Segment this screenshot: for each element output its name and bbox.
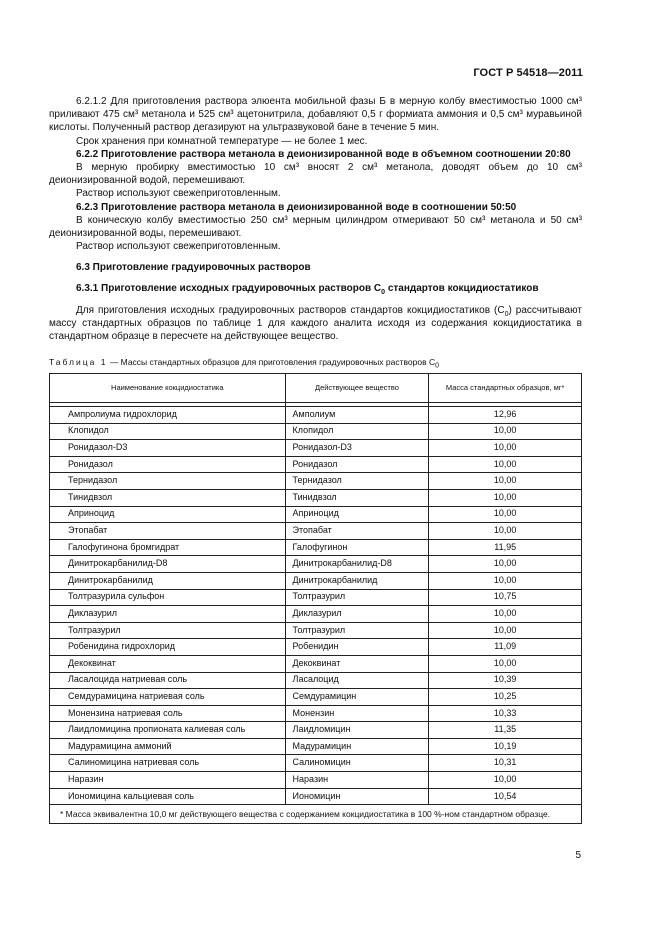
cell-name: Декоквинат: [50, 655, 286, 672]
cell-name: Этопабат: [50, 523, 286, 540]
cell-mass: 11,09: [429, 639, 582, 656]
table-row: [50, 788, 582, 805]
table-footnote: * Масса эквивалентна 10,0 мг действующего вещества с содержанием кокцидиостатика в 100 %-ном стандартном образце.: [50, 805, 582, 824]
cell-substance: Толтразурил: [285, 589, 429, 606]
table-caption: Таблица 1 — Массы стандартных образцов для приготовления градуировочных растворов $C_0$: [49, 357, 440, 370]
cell-mass: 10,00: [429, 440, 582, 457]
cell-substance: Иономицин: [285, 788, 429, 805]
table-row: [50, 738, 582, 755]
cell-name: Салиномицина натриевая соль: [50, 755, 286, 772]
cell-mass: 10,54: [429, 788, 582, 805]
body-text: [49, 95, 582, 343]
cell-substance: Галофугинон: [285, 539, 429, 556]
cell-mass: 11,95: [429, 539, 582, 556]
heading-6-2-3: 6.2.3 Приготовление раствора метанола в деионизированной воде в соотношении 50:50: [76, 201, 517, 213]
cell-name: Робенидина гидрохлорид: [50, 639, 286, 656]
cell-mass: 10,00: [429, 556, 582, 573]
table-row: [50, 622, 582, 639]
cell-mass: 10,31: [429, 755, 582, 772]
cell-mass: 10,00: [429, 572, 582, 589]
cell-name: Наразин: [50, 772, 286, 789]
cell-mass: 11,35: [429, 722, 582, 739]
cell-mass: 10,00: [429, 523, 582, 540]
cell-substance: Динитрокарбанилид: [285, 572, 429, 589]
paragraph-fresh-2: Раствор используют свежеприготовленным.: [76, 241, 281, 253]
cell-name: Диклазурил: [50, 606, 286, 623]
heading-6-3: 6.3 Приготовление градуировочных растворов: [76, 262, 311, 274]
cell-substance: Априноцид: [285, 506, 429, 523]
table-row: [50, 423, 582, 440]
table-1-reference-masses: [49, 373, 582, 824]
cell-mass: 12,96: [429, 407, 582, 424]
paragraph-6-2-1-2: 6.2.1.2 Для приготовления раствора элюента мобильной фазы Б в мерную колбу вместимостью 1000 см³ приливают 475 см³ метанола и 525 см³ ацетонитрила, добавляют 0,5 г формиата аммония и 0,5 см³ муравьиной кислоты. Полученный раствор дегазируют на ультразвуковой бане в течение 5 мин.: [49, 96, 582, 134]
cell-name: Галофугинона бромгидрат: [50, 539, 286, 556]
cell-name: Монензина натриевая соль: [50, 705, 286, 722]
table-row: [50, 489, 582, 506]
table-row: [50, 689, 582, 706]
cell-substance: Динитрокарбанилид-D8: [285, 556, 429, 573]
cell-substance: Мадурамицин: [285, 738, 429, 755]
cell-substance: Семдурамицин: [285, 689, 429, 706]
table-row: [50, 556, 582, 573]
table-row: [50, 639, 582, 656]
cell-mass: 10,00: [429, 423, 582, 440]
cell-name: Априноцид: [50, 506, 286, 523]
cell-mass: 10,00: [429, 622, 582, 639]
table-row: [50, 672, 582, 689]
cell-name: Клопидол: [50, 423, 286, 440]
cell-name: Динитрокарбанилид: [50, 572, 286, 589]
table-row: [50, 539, 582, 556]
cell-mass: 10,00: [429, 489, 582, 506]
cell-substance: Диклазурил: [285, 606, 429, 623]
cell-substance: Тинидвзол: [285, 489, 429, 506]
cell-name: Иономицина кальциевая соль: [50, 788, 286, 805]
paragraph-storage: Срок хранения при комнатной температуре — не более 1 мес.: [76, 135, 368, 147]
cell-substance: Ласалоцид: [285, 672, 429, 689]
cell-name: Толтразурил: [50, 622, 286, 639]
table-row: [50, 705, 582, 722]
cell-mass: 10,00: [429, 456, 582, 473]
table-row: [50, 440, 582, 457]
cell-substance: Этопабат: [285, 523, 429, 540]
cell-mass: 10,33: [429, 705, 582, 722]
cell-mass: 10,25: [429, 689, 582, 706]
column-header-mass: Масса стандартных образцов, мг*: [429, 374, 582, 403]
cell-name: Ампролиума гидрохлорид: [50, 407, 286, 424]
cell-mass: 10,00: [429, 772, 582, 789]
table-row: [50, 473, 582, 490]
cell-substance: Робенидин: [285, 639, 429, 656]
table-row: [50, 755, 582, 772]
document-header: ГОСТ Р 54518—2011: [473, 67, 583, 79]
cell-substance: Амполиум: [285, 407, 429, 424]
table-row: [50, 589, 582, 606]
cell-name: Лаидломицина пропионата калиевая соль: [50, 722, 286, 739]
table-row: [50, 572, 582, 589]
cell-substance: Салиномицин: [285, 755, 429, 772]
cell-mass: 10,19: [429, 738, 582, 755]
cell-mass: 10,00: [429, 655, 582, 672]
table-row: [50, 655, 582, 672]
cell-name: Тернидазол: [50, 473, 286, 490]
page-number: 5: [575, 850, 581, 861]
cell-mass: 10,39: [429, 672, 582, 689]
cell-name: Ронидазол: [50, 456, 286, 473]
cell-name: Мадурамицина аммоний: [50, 738, 286, 755]
table-row: [50, 606, 582, 623]
paragraph-6-3-1-text: Для приготовления исходных градуировочных растворов стандартов кокцидиостатиков $(C_0)$ рассчитывают массу стандартных образцов по таблице 1 для каждого аналита исходя из содержания кокцидиостатика в стандартном образце в пересчете на действующее вещество.: [49, 304, 582, 342]
cell-substance: Лаидломицин: [285, 722, 429, 739]
cell-mass: 10,00: [429, 506, 582, 523]
table-row: [50, 407, 582, 424]
table-row: [50, 523, 582, 540]
cell-substance: Наразин: [285, 772, 429, 789]
cell-substance: Декоквинат: [285, 655, 429, 672]
cell-substance: Ронидазол: [285, 456, 429, 473]
cell-name: Динитрокарбанилид-D8: [50, 556, 286, 573]
cell-name: Семдурамицина натриевая соль: [50, 689, 286, 706]
cell-name: Ронидазол-D3: [50, 440, 286, 457]
paragraph-fresh-1: Раствор используют свежеприготовленным.: [76, 188, 281, 200]
cell-mass: 10,75: [429, 589, 582, 606]
cell-substance: Тернидазол: [285, 473, 429, 490]
cell-substance: Монензин: [285, 705, 429, 722]
cell-mass: 10,00: [429, 473, 582, 490]
cell-substance: Ронидазол-D3: [285, 440, 429, 457]
table-row: [50, 506, 582, 523]
paragraph-6-2-3-text: В коническую колбу вместимостью 250 см³ мерным цилиндром отмеривают 50 см³ метанола и 50 см³ деионизированной воды, перемешивают.: [49, 214, 582, 239]
paragraph-6-2-2-text: В мерную пробирку вместимостью 10 см³ вносят 2 см³ метанола, доводят объем до 10 см³ деионизированной водой, перемешивают.: [49, 161, 582, 187]
heading-6-3-1: 6.3.1 Приготовление исходных градуировочных растворов $C_0$ стандартов кокцидиостатиков: [76, 283, 539, 297]
table-header-row: [50, 374, 582, 403]
column-header-name: Наименование кокцидиостатика: [50, 374, 286, 403]
table-row: [50, 772, 582, 789]
cell-mass: 10,00: [429, 606, 582, 623]
cell-name: Толтразурила сульфон: [50, 589, 286, 606]
heading-6-2-2: 6.2.2 Приготовление раствора метанола в деионизированной воде в объемном соотношении 20:80: [76, 148, 571, 160]
table-row: [50, 456, 582, 473]
table-row: [50, 722, 582, 739]
cell-substance: Клопидол: [285, 423, 429, 440]
cell-name: Ласалоцида натриевая соль: [50, 672, 286, 689]
cell-name: Тинидвзол: [50, 489, 286, 506]
cell-substance: Толтразурил: [285, 622, 429, 639]
column-header-substance: Действующее вещество: [285, 374, 429, 403]
